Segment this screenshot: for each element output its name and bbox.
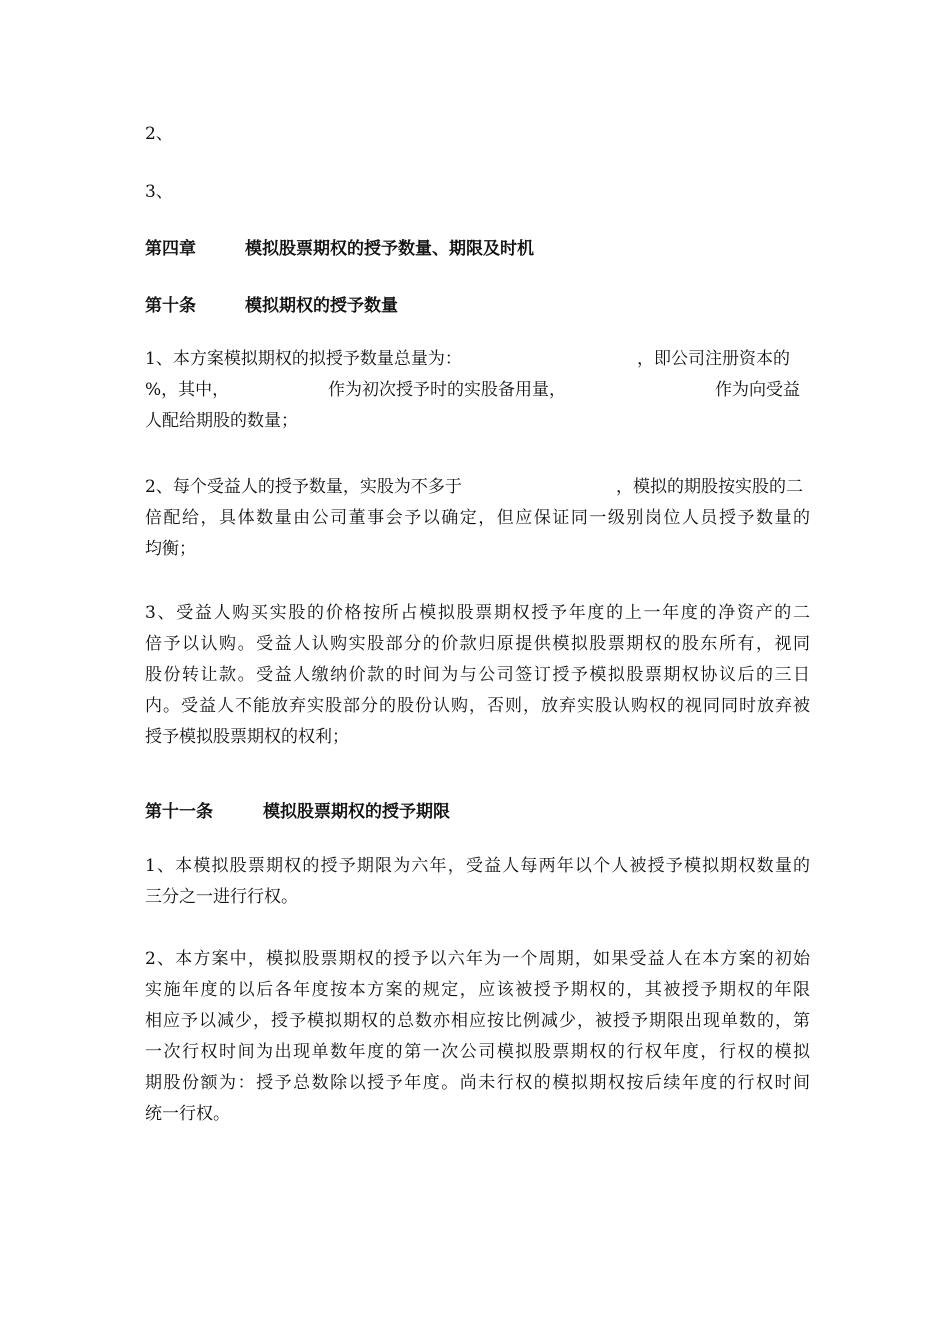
text-row: 三分之一进行行权。 bbox=[145, 887, 298, 907]
text-row: 统一行权。 bbox=[145, 1104, 230, 1124]
text-row: 股份转让款。受益人缴纳价款的时间为与公司签订授予模拟股票期权协议后的三日 bbox=[145, 665, 810, 685]
text-row: 2、本方案中，模拟股票期权的授予以六年为一个周期，如果受益人在本方案的初始 bbox=[145, 949, 810, 969]
article-10-paragraph-2 bbox=[145, 472, 810, 565]
chapter-title: 模拟股票期权的授予数量、期限及时机 bbox=[245, 239, 534, 259]
text-segment: ，即公司注册资本的 bbox=[637, 349, 790, 369]
text-row: 期股份额为：授予总数除以授予年度。尚未行权的模拟期权按后续年度的行权时间 bbox=[145, 1073, 810, 1093]
article-10-title: 模拟期权的授予数量 bbox=[245, 296, 398, 316]
text-row: 内。受益人不能放弃实股部分的股份认购，否则，放弃实股认购权的视同同时放弃被 bbox=[145, 696, 810, 716]
text-row: 倍配给，具体数量由公司董事会予以确定，但应保证同一级别岗位人员授予数量的 bbox=[145, 508, 810, 528]
article-11-paragraph-1 bbox=[145, 851, 810, 913]
text-segment: 作为向受益 bbox=[715, 380, 800, 400]
article-11-heading bbox=[145, 800, 450, 824]
article-10-paragraph-3 bbox=[145, 598, 810, 753]
text-segment: ，模拟的期股按实股的二 bbox=[616, 477, 803, 497]
chapter-label: 第四章 bbox=[145, 239, 196, 259]
text-segment: %，其中， bbox=[145, 380, 230, 400]
list-item-3: 3、 bbox=[145, 182, 173, 202]
article-11-label: 第十一条 bbox=[145, 802, 213, 822]
text-row: 均衡； bbox=[145, 539, 196, 559]
list-item-2: 2、 bbox=[145, 124, 173, 144]
text-row: 相应予以减少，授予模拟期权的总数亦相应按比例减少，被授予期限出现单数的，第 bbox=[145, 1011, 810, 1031]
text-row: 3、受益人购买实股的价格按所占模拟股票期权授予年度的上一年度的净资产的二 bbox=[145, 603, 810, 623]
text-segment: 2、每个受益人的授予数量，实股为不多于 bbox=[145, 477, 462, 497]
article-10-label: 第十条 bbox=[145, 296, 196, 316]
article-10-paragraph-1 bbox=[145, 344, 810, 437]
article-11-title: 模拟股票期权的授予期限 bbox=[263, 802, 450, 822]
text-segment: 1、本方案模拟期权的拟授予数量总量为： bbox=[145, 349, 462, 369]
text-row: 人配给期股的数量； bbox=[145, 411, 298, 431]
chapter-heading bbox=[145, 237, 534, 261]
article-10-heading bbox=[145, 294, 398, 318]
text-row: 一次行权时间为出现单数年度的第一次公司模拟股票期权的行权年度，行权的模拟 bbox=[145, 1042, 810, 1062]
text-row: 实施年度的以后各年度按本方案的规定，应该被授予期权的，其被授予期权的年限 bbox=[145, 980, 810, 1000]
text-row: 1、本模拟股票期权的授予期限为六年，受益人每两年以个人被授予模拟期权数量的 bbox=[145, 856, 810, 876]
text-row: 授予模拟股票期权的权利； bbox=[145, 727, 349, 747]
text-segment: 作为初次授予时的实股备用量， bbox=[328, 380, 566, 400]
article-11-paragraph-2 bbox=[145, 944, 810, 1130]
text-row: 倍予以认购。受益人认购实股部分的价款归原提供模拟股票期权的股东所有，视同 bbox=[145, 634, 810, 654]
